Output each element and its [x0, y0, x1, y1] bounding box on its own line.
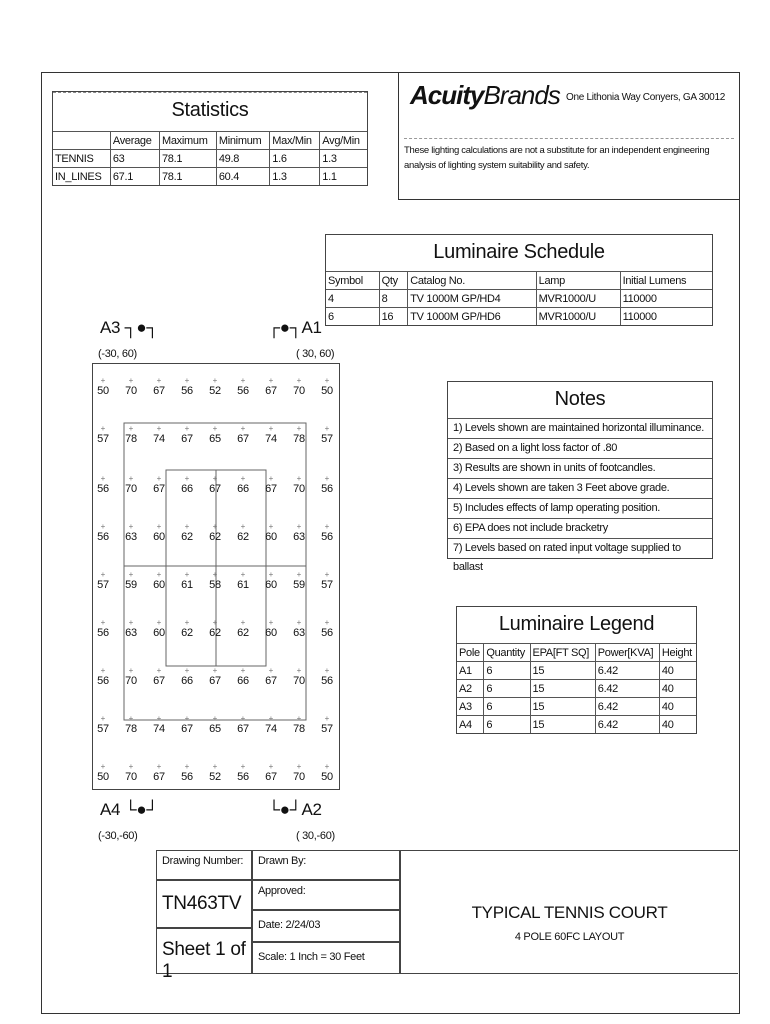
grid-point-marker: + — [100, 618, 106, 627]
grid-point-marker: + — [128, 714, 134, 723]
grid-point-marker: + — [240, 666, 246, 675]
table-cell: 110000 — [620, 308, 712, 326]
grid-value: 67 — [265, 483, 277, 495]
table-header: Symbol — [326, 272, 379, 290]
table-cell: 40 — [659, 716, 696, 734]
grid-point-marker: + — [184, 376, 190, 385]
grid-point-marker: + — [156, 762, 162, 771]
table-cell: 6.42 — [595, 680, 659, 698]
grid-value: 59 — [125, 579, 137, 591]
sheet-number: Sheet 1 of 1 — [156, 928, 252, 974]
grid-value: 63 — [125, 627, 137, 639]
disclaimer-text: These lighting calculations are not a substitute for an independent engineering analysis of lighting system suitability and safety. — [404, 138, 734, 173]
grid-value: 67 — [153, 483, 165, 495]
table-cell: 8 — [379, 290, 408, 308]
grid-value: 62 — [237, 531, 249, 543]
luminaire-icon: └●┘ — [268, 800, 302, 819]
grid-point-marker: + — [324, 376, 330, 385]
grid-value: 78 — [293, 723, 305, 735]
grid-point-marker: + — [268, 376, 274, 385]
grid-point-marker: + — [212, 714, 218, 723]
table-cell: TV 1000M GP/HD4 — [408, 290, 536, 308]
table-cell: 63 — [110, 150, 159, 168]
grid-value: 60 — [153, 579, 165, 591]
table-cell: MVR1000/U — [536, 290, 620, 308]
grid-point-marker: + — [156, 666, 162, 675]
table-cell: 40 — [659, 680, 696, 698]
grid-value: 57 — [321, 433, 333, 445]
grid-value: 67 — [209, 483, 221, 495]
table-cell: 15 — [530, 716, 595, 734]
grid-point-marker: + — [296, 618, 302, 627]
grid-value: 66 — [181, 483, 193, 495]
grid-point-marker: + — [268, 474, 274, 483]
list-item: 1) Levels shown are maintained horizontal illuminance. — [448, 418, 712, 438]
grid-point-marker: + — [128, 618, 134, 627]
grid-point-marker: + — [296, 762, 302, 771]
table-cell: TV 1000M GP/HD6 — [408, 308, 536, 326]
table-cell: 78.1 — [159, 150, 216, 168]
table-header: Height — [659, 644, 696, 662]
grid-point-marker: + — [184, 666, 190, 675]
grid-point-marker: + — [268, 424, 274, 433]
grid-value: 67 — [265, 385, 277, 397]
grid-value: 56 — [97, 675, 109, 687]
table-cell: IN_LINES — [53, 168, 110, 186]
grid-point-marker: + — [240, 474, 246, 483]
table-cell: 1.6 — [270, 150, 320, 168]
grid-value: 63 — [125, 531, 137, 543]
grid-value: 62 — [181, 531, 193, 543]
grid-value: 57 — [97, 723, 109, 735]
grid-point-marker: + — [296, 474, 302, 483]
grid-value: 60 — [153, 627, 165, 639]
list-item: 5) Includes effects of lamp operating position. — [448, 498, 712, 518]
grid-point-marker: + — [324, 522, 330, 531]
grid-point-marker: + — [240, 714, 246, 723]
statistics-title: Statistics — [53, 92, 367, 131]
grid-value: 57 — [97, 579, 109, 591]
list-item: 3) Results are shown in units of footcandles. — [448, 458, 712, 478]
grid-point-marker: + — [184, 474, 190, 483]
project-title: TYPICAL TENNIS COURT — [471, 903, 668, 922]
grid-point-marker: + — [212, 522, 218, 531]
grid-point-marker: + — [240, 570, 246, 579]
table-cell: 15 — [530, 698, 595, 716]
grid-value: 70 — [293, 771, 305, 783]
grid-value: 61 — [181, 579, 193, 591]
table-header: Average — [110, 132, 159, 150]
grid-value: 60 — [265, 531, 277, 543]
table-cell: 6.42 — [595, 716, 659, 734]
luminaire-icon: └●┘ — [124, 800, 159, 819]
grid-value: 57 — [97, 433, 109, 445]
table-cell: 67.1 — [110, 168, 159, 186]
drawn-by-field: Drawn By: — [252, 850, 400, 880]
table-cell: A2 — [457, 680, 484, 698]
grid-point-marker: + — [184, 424, 190, 433]
grid-value: 67 — [237, 723, 249, 735]
pole-coordinate-a1: ( 30, 60) — [296, 348, 335, 360]
acuity-brands-logo: AcuityBrands — [410, 80, 560, 110]
grid-value: 56 — [237, 771, 249, 783]
project-title-cell — [400, 850, 738, 974]
table-cell: 6 — [484, 716, 530, 734]
grid-point-marker: + — [268, 570, 274, 579]
grid-point-marker: + — [324, 618, 330, 627]
legend-title: Luminaire Legend — [498, 613, 655, 635]
grid-point-marker: + — [268, 618, 274, 627]
grid-value: 60 — [265, 579, 277, 591]
table-header: Qty — [379, 272, 408, 290]
grid-value: 59 — [293, 579, 305, 591]
table-cell: 1.3 — [320, 150, 367, 168]
table-cell: 15 — [530, 680, 595, 698]
grid-point-marker: + — [128, 570, 134, 579]
grid-point-marker: + — [240, 522, 246, 531]
grid-point-marker: + — [240, 762, 246, 771]
grid-value: 67 — [153, 675, 165, 687]
approved-field: Approved: — [252, 880, 400, 910]
drawing-number: TN463TV — [156, 880, 252, 928]
grid-value: 67 — [265, 771, 277, 783]
grid-value: 67 — [209, 675, 221, 687]
grid-point-marker: + — [156, 714, 162, 723]
grid-value: 70 — [125, 771, 137, 783]
grid-value: 56 — [321, 531, 333, 543]
grid-point-marker: + — [128, 424, 134, 433]
grid-value: 78 — [125, 433, 137, 445]
pole-label-a2: └●┘A2 — [268, 800, 322, 819]
table-header: Avg/Min — [320, 132, 367, 150]
grid-value: 78 — [293, 433, 305, 445]
table-cell: A3 — [457, 698, 484, 716]
grid-point-marker: + — [324, 474, 330, 483]
notes-title: Notes — [554, 388, 606, 410]
table-header: Max/Min — [270, 132, 320, 150]
grid-point-marker: + — [156, 570, 162, 579]
list-item: 2) Based on a light loss factor of .80 — [448, 438, 712, 458]
grid-point-marker: + — [268, 666, 274, 675]
grid-point-marker: + — [324, 714, 330, 723]
grid-value: 57 — [321, 723, 333, 735]
grid-value: 50 — [321, 771, 333, 783]
company-address: One Lithonia Way Conyers, GA 30012 — [566, 92, 725, 103]
grid-point-marker: + — [240, 424, 246, 433]
grid-point-marker: + — [212, 474, 218, 483]
grid-point-marker: + — [184, 714, 190, 723]
grid-point-marker: + — [296, 522, 302, 531]
grid-point-marker: + — [268, 522, 274, 531]
pole-label-a4: A4 └●┘ — [100, 800, 159, 819]
grid-value: 70 — [125, 385, 137, 397]
table-cell: 6 — [326, 308, 379, 326]
grid-value: 60 — [265, 627, 277, 639]
grid-value: 56 — [97, 483, 109, 495]
grid-point-marker: + — [156, 424, 162, 433]
pole-coordinate-a4: (-30,-60) — [98, 830, 138, 842]
table-cell: 6 — [484, 698, 530, 716]
grid-value: 67 — [265, 675, 277, 687]
table-header: Catalog No. — [408, 272, 536, 290]
grid-point-marker: + — [184, 570, 190, 579]
grid-point-marker: + — [100, 424, 106, 433]
grid-point-marker: + — [100, 376, 106, 385]
table-header: Pole — [457, 644, 484, 662]
pole-label-a1: ┌●┐A1 — [268, 318, 322, 337]
grid-value: 67 — [181, 723, 193, 735]
table-header: Minimum — [216, 132, 269, 150]
grid-point-marker: + — [156, 474, 162, 483]
grid-value: 58 — [209, 579, 221, 591]
grid-value: 74 — [265, 433, 277, 445]
grid-point-marker: + — [128, 474, 134, 483]
table-header: EPA[FT SQ] — [530, 644, 595, 662]
table-cell: MVR1000/U — [536, 308, 620, 326]
table-header: Power[KVA] — [595, 644, 659, 662]
grid-point-marker: + — [100, 714, 106, 723]
grid-point-marker: + — [324, 666, 330, 675]
grid-point-marker: + — [212, 570, 218, 579]
grid-point-marker: + — [212, 424, 218, 433]
grid-point-marker: + — [100, 762, 106, 771]
table-cell: 60.4 — [216, 168, 269, 186]
grid-value: 70 — [293, 675, 305, 687]
grid-point-marker: + — [212, 666, 218, 675]
grid-value: 62 — [181, 627, 193, 639]
table-cell: 6 — [484, 662, 530, 680]
luminaire-icon: ┐●┐ — [124, 318, 159, 337]
table-cell: 78.1 — [159, 168, 216, 186]
grid-point-marker: + — [128, 666, 134, 675]
grid-point-marker: + — [268, 714, 274, 723]
grid-value: 56 — [321, 627, 333, 639]
grid-point-marker: + — [100, 474, 106, 483]
grid-value: 61 — [237, 579, 249, 591]
grid-value: 70 — [125, 483, 137, 495]
pole-coordinate-a3: (-30, 60) — [98, 348, 137, 360]
table-cell: 16 — [379, 308, 408, 326]
grid-value: 70 — [293, 385, 305, 397]
grid-point-marker: + — [100, 570, 106, 579]
grid-value: 70 — [293, 483, 305, 495]
grid-point-marker: + — [324, 570, 330, 579]
table-cell: 1.3 — [270, 168, 320, 186]
grid-value: 65 — [209, 723, 221, 735]
grid-point-marker: + — [184, 762, 190, 771]
schedule-title: Luminaire Schedule — [433, 241, 605, 263]
list-item: 6) EPA does not include bracketry — [448, 518, 712, 538]
pole-label-a3: A3 ┐●┐ — [100, 318, 159, 337]
grid-point-marker: + — [324, 424, 330, 433]
table-cell: 6 — [484, 680, 530, 698]
grid-value: 74 — [153, 433, 165, 445]
grid-point-marker: + — [296, 376, 302, 385]
drawing-number-label: Drawing Number: — [156, 850, 252, 880]
list-item: 7) Levels based on rated input voltage supplied to ballast — [448, 538, 712, 558]
grid-value: 66 — [237, 675, 249, 687]
grid-point-marker: + — [184, 618, 190, 627]
table-cell: 4 — [326, 290, 379, 308]
table-cell: 15 — [530, 662, 595, 680]
grid-value: 63 — [293, 627, 305, 639]
table-cell: 40 — [659, 698, 696, 716]
grid-point-marker: + — [240, 376, 246, 385]
grid-value: 74 — [265, 723, 277, 735]
table-header: Maximum — [159, 132, 216, 150]
title-block — [156, 850, 738, 982]
grid-value: 67 — [153, 771, 165, 783]
grid-value: 66 — [237, 483, 249, 495]
grid-value: 56 — [181, 385, 193, 397]
table-header: Lamp — [536, 272, 620, 290]
grid-value: 63 — [293, 531, 305, 543]
grid-point-marker: + — [268, 762, 274, 771]
table-header: Initial Lumens — [620, 272, 712, 290]
grid-point-marker: + — [100, 522, 106, 531]
grid-value: 62 — [237, 627, 249, 639]
grid-value: 56 — [181, 771, 193, 783]
table-cell: 1.1 — [320, 168, 367, 186]
grid-value: 67 — [153, 385, 165, 397]
table-cell: 6.42 — [595, 698, 659, 716]
grid-point-marker: + — [128, 376, 134, 385]
grid-value: 78 — [125, 723, 137, 735]
grid-point-marker: + — [296, 714, 302, 723]
grid-value: 56 — [321, 483, 333, 495]
grid-value: 65 — [209, 433, 221, 445]
grid-value: 56 — [237, 385, 249, 397]
grid-point-marker: + — [212, 762, 218, 771]
grid-point-marker: + — [296, 570, 302, 579]
grid-value: 62 — [209, 531, 221, 543]
grid-point-marker: + — [212, 618, 218, 627]
grid-value: 60 — [153, 531, 165, 543]
grid-value: 52 — [209, 385, 221, 397]
table-cell: TENNIS — [53, 150, 110, 168]
grid-point-marker: + — [296, 666, 302, 675]
grid-point-marker: + — [128, 762, 134, 771]
grid-value: 70 — [125, 675, 137, 687]
grid-value: 74 — [153, 723, 165, 735]
grid-value: 56 — [321, 675, 333, 687]
table-cell: 110000 — [620, 290, 712, 308]
grid-point-marker: + — [100, 666, 106, 675]
grid-value: 56 — [97, 627, 109, 639]
grid-point-marker: + — [324, 762, 330, 771]
grid-point-marker: + — [156, 376, 162, 385]
date-field: Date: 2/24/03 — [252, 910, 400, 942]
luminaire-icon: ┌●┐ — [268, 318, 302, 337]
grid-point-marker: + — [156, 522, 162, 531]
grid-point-marker: + — [184, 522, 190, 531]
table-cell: 6.42 — [595, 662, 659, 680]
scale-field: Scale: 1 Inch = 30 Feet — [252, 942, 400, 974]
table-cell: 49.8 — [216, 150, 269, 168]
grid-point-marker: + — [296, 424, 302, 433]
grid-value: 67 — [181, 433, 193, 445]
grid-point-marker: + — [212, 376, 218, 385]
grid-value: 62 — [209, 627, 221, 639]
grid-value: 50 — [97, 385, 109, 397]
project-subtitle: 4 POLE 60FC LAYOUT — [514, 931, 625, 943]
grid-value: 66 — [181, 675, 193, 687]
table-cell: A1 — [457, 662, 484, 680]
pole-coordinate-a2: ( 30,-60) — [296, 830, 335, 842]
grid-value: 67 — [237, 433, 249, 445]
table-cell: 40 — [659, 662, 696, 680]
grid-value: 50 — [97, 771, 109, 783]
table-header: Quantity — [484, 644, 530, 662]
list-item: 4) Levels shown are taken 3 Feet above grade. — [448, 478, 712, 498]
grid-point-marker: + — [128, 522, 134, 531]
grid-point-marker: + — [240, 618, 246, 627]
grid-point-marker: + — [156, 618, 162, 627]
grid-value: 52 — [209, 771, 221, 783]
grid-value: 56 — [97, 531, 109, 543]
grid-value: 57 — [321, 579, 333, 591]
grid-value: 50 — [321, 385, 333, 397]
table-cell: A4 — [457, 716, 484, 734]
